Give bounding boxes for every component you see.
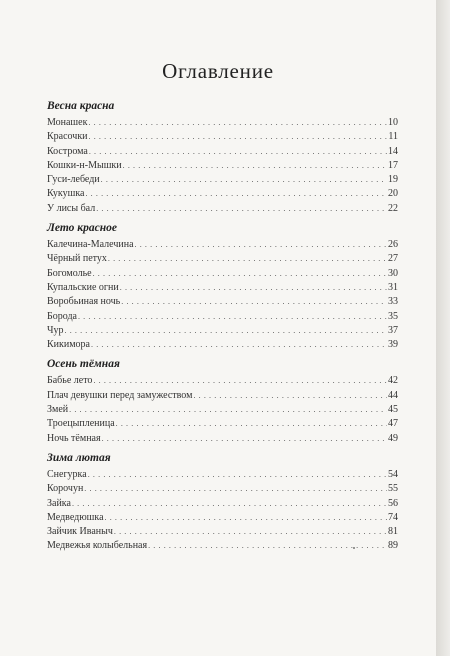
toc-entry [47,324,398,338]
dot-leader [93,267,387,281]
dot-leader [108,252,387,266]
entry-title: Монашек [47,117,88,128]
dot-leader [84,482,387,496]
entry-title: Воробьиная ночь [47,296,121,308]
table-of-contents [47,97,398,557]
toc-section [47,449,398,554]
entry-title: Красочки [47,131,88,143]
toc-entry [47,374,398,388]
section-title: Весна красна [47,100,115,112]
toc-entry [47,173,398,187]
dot-leader [89,145,387,159]
toc-entry [47,497,398,511]
entry-title: Кукушка [47,188,85,200]
dot-leader [105,511,387,525]
toc-entry [47,202,398,216]
dot-leader [91,338,387,352]
toc-section [47,97,398,216]
entry-title: Зайка [47,497,71,509]
toc-entry [47,187,398,201]
toc-section [47,355,398,445]
dot-leader [65,324,388,338]
toc-entry [47,145,398,159]
entry-page-number: 11 [388,131,398,143]
entry-title: Борода [47,310,77,322]
entry-title: Ночь тёмная [47,432,101,444]
entry-title: Купальские огни [47,281,119,293]
dot-leader [96,202,387,216]
toc-entry [47,130,398,144]
entry-title: Чёрный петух [47,253,107,265]
toc-entry [47,468,398,482]
entry-title: Медведюшка [47,511,104,523]
entry-page-number: 26 [388,239,398,251]
entry-title: Зайчик Иваныч [47,526,113,538]
toc-entry [47,389,398,403]
toc-entry [47,417,398,431]
entry-title: Калечина-Малечина [47,239,134,251]
dot-leader [121,295,387,309]
entry-title: У лисы бал [47,202,96,214]
entry-page-number: 35 [388,310,398,322]
dot-leader [69,403,387,417]
section-title: Зима лютая [47,451,111,464]
entry-page-number: 74 [388,511,398,523]
entry-page-number: 49 [388,432,398,444]
page-edge [436,0,450,656]
entry-page-number: 81 [388,526,398,538]
entry-page-number: 56 [388,497,398,509]
entry-page-number: 33 [388,296,398,308]
entry-page-number: 22 [388,202,398,214]
entry-title: Корочун [47,483,84,495]
toc-entry [47,238,398,252]
section-title: Лето красное [47,222,117,235]
dot-leader [88,116,387,130]
dot-leader [89,130,388,144]
entry-title: Гуси-лебеди [47,174,100,186]
entry-title: Медвежья колыбельная [47,540,148,552]
dot-leader [102,432,387,446]
entry-page-number: 47 [388,418,398,430]
entry-title: Змей [47,404,69,416]
toc-entry [47,295,398,309]
toc-entry [47,432,398,446]
entry-page-number: 89 [388,540,398,552]
toc-entry [47,482,398,496]
section-title: Осень тёмная [47,358,120,371]
entry-title: Кострома [47,145,88,157]
entry-page-number: 39 [388,339,398,351]
entry-page-number: 10 [388,117,398,128]
entry-title: Бабье лето [47,375,93,387]
entry-page-number: 14 [388,145,398,157]
entry-title: Плач девушки перед замужеством [47,389,193,401]
dot-leader [114,525,387,539]
entry-page-number: 20 [388,188,398,200]
entry-page-number: 17 [388,159,398,171]
page-title: Оглавление [162,59,274,83]
dot-leader [123,159,387,173]
entry-page-number: 27 [388,253,398,265]
dot-leader [93,374,387,388]
entry-page-number: 37 [388,324,398,336]
toc-entry [47,310,398,324]
entry-title: Чур [47,324,64,336]
entry-title: Снегурка [47,468,87,480]
entry-page-number: 31 [388,281,398,293]
toc-entry [47,511,398,525]
toc-entry [47,267,398,281]
toc-entry [47,252,398,266]
entry-title: Троецыпленица [47,418,115,430]
entry-title: Богомолье [47,267,92,279]
entry-page-number: 30 [388,267,398,279]
dot-leader [85,187,387,201]
dot-leader [72,497,387,511]
toc-entry [47,116,398,130]
dot-leader [193,389,387,403]
entry-page-number: 42 [388,375,398,387]
paper-speck [353,547,355,549]
dot-leader [135,238,387,252]
toc-entry [47,281,398,295]
toc-entry [47,338,398,352]
entry-page-number: 44 [388,389,398,401]
dot-leader [116,417,387,431]
entry-page-number: 54 [388,468,398,480]
dot-leader [148,539,387,553]
toc-section [47,219,398,352]
dot-leader [88,468,387,482]
entry-title: Кошки-н-Мышки [47,159,122,171]
entry-page-number: 45 [388,404,398,416]
toc-entry [47,159,398,173]
dot-leader [101,173,387,187]
toc-entry [47,525,398,539]
dot-leader [78,310,387,324]
entry-title: Кикимора [47,339,90,351]
entry-page-number: 19 [388,174,398,186]
toc-entry [47,539,398,553]
dot-leader [120,281,387,295]
toc-entry [47,403,398,417]
entry-page-number: 55 [388,483,398,495]
